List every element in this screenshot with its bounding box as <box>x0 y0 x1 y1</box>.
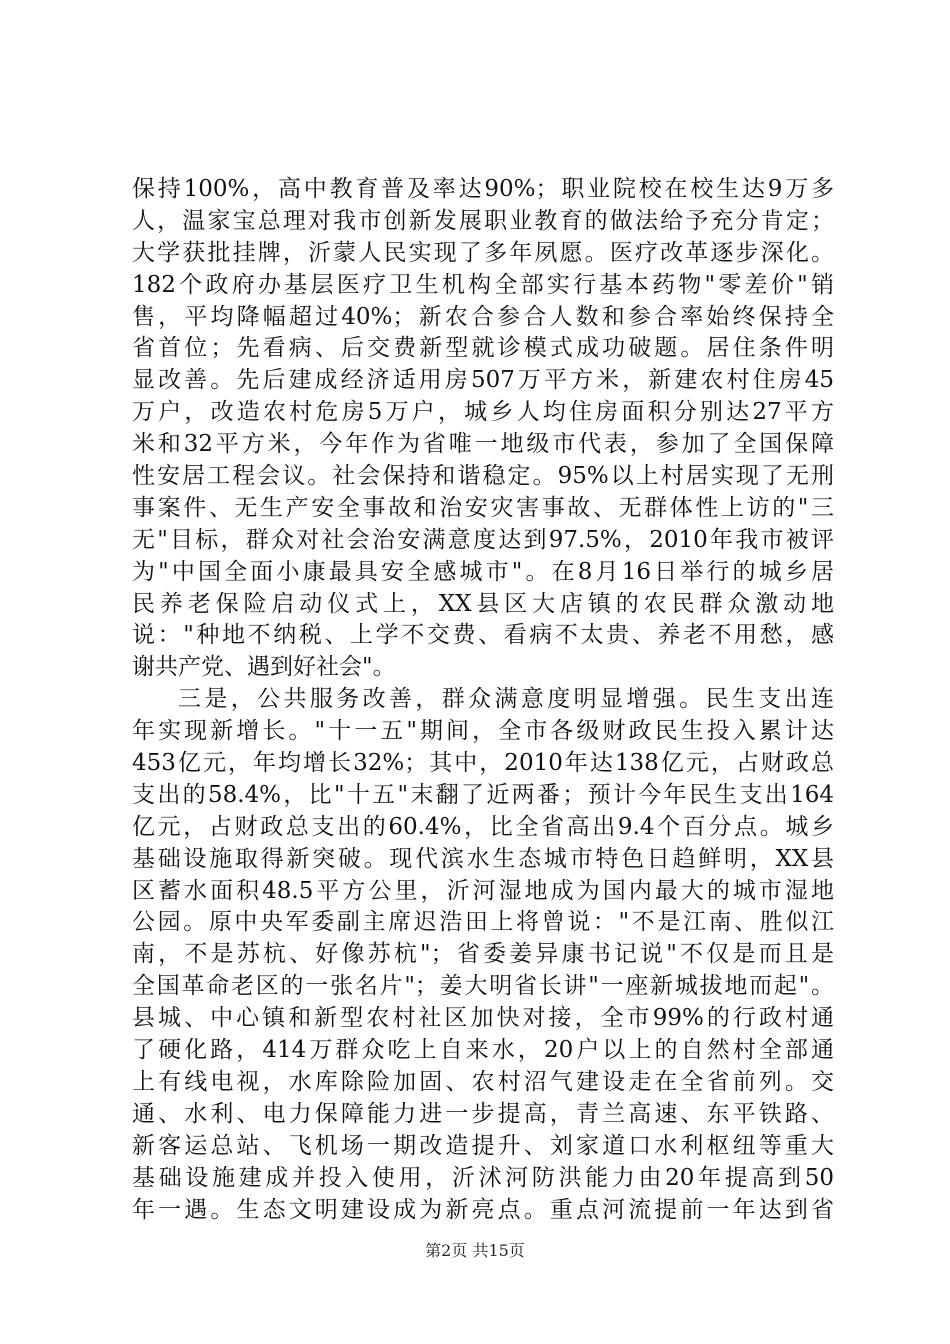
page-footer: 第2页 共15页 <box>425 1241 525 1260</box>
text-line: 公园。原中央军委副主席迟浩田上将曾说："不是江南、胜似江 <box>132 909 834 936</box>
text-line: 显改善。先后建成经济适用房507万平方米，新建农村住房45 <box>132 367 834 394</box>
text-line: 453亿元，年均增长32%；其中，2010年达138亿元，占财政总 <box>132 750 834 777</box>
text-line: 了硬化路，414万群众吃上自来水，20户以上的自然村全部通 <box>132 1037 834 1064</box>
text-line: 米和32平方米，今年作为省唯一地级市代表，参加了全国保障 <box>132 431 834 458</box>
text-line: 基础设施建成并投入使用，沂沭河防洪能力由20年提高到50 <box>132 1164 834 1191</box>
text-line: 万户，改造农村危房5万户，城乡人均住房面积分别达27平方 <box>132 399 834 426</box>
text-line: 通、水利、电力保障能力进一步提高，青兰高速、东平铁路、 <box>132 1100 834 1127</box>
text-line: 保持100%，高中教育普及率达90%；职业院校在校生达9万多 <box>132 176 834 202</box>
paragraph-start-line: 三是，公共服务改善，群众满意度明显增强。民生支出连 <box>178 686 834 713</box>
text-line: 县城、中心镇和新型农村社区加快对接，全市99%的行政村通 <box>132 1005 834 1032</box>
text-line: 基础设施取得新突破。现代滨水生态城市特色日趋鲜明，XX县 <box>132 845 834 872</box>
body-text <box>132 174 834 1226</box>
text-line: 无"目标，群众对社会治安满意度达到97.5%，2010年我市被评 <box>132 526 834 553</box>
text-line: 为"中国全面小康最具安全感城市"。在8月16日举行的城乡居 <box>132 558 834 585</box>
text-line: 大学获批挂牌，沂蒙人民实现了多年夙愿。医疗改革逐步深化。 <box>132 239 834 266</box>
text-line: 支出的58.4%，比"十五"末翻了近两番；预计今年民生支出164 <box>132 781 834 808</box>
text-line: 全国革命老区的一张名片"；姜大明省长讲"一座新城拔地而起"。 <box>132 973 834 1000</box>
text-line: 区蓄水面积48.5平方公里，沂河湿地成为国内最大的城市湿地 <box>132 877 834 904</box>
text-line: 年一遇。生态文明建设成为新亮点。重点河流提前一年达到省 <box>132 1196 834 1223</box>
text-line: 谢共产党、遇到好社会"。 <box>132 654 396 681</box>
text-line: 上有线电视，水库除险加固、农村沼气建设走在全省前列。交 <box>132 1068 834 1095</box>
text-line: 人，温家宝总理对我市创新发展职业教育的做法给予充分肯定； <box>132 207 834 234</box>
text-line: 亿元，占财政总支出的60.4%，比全省高出9.4个百分点。城乡 <box>132 813 834 840</box>
text-line: 新客运总站、飞机场一期改造提升、刘家道口水利枢纽等重大 <box>132 1132 834 1159</box>
text-line: 事案件、无生产安全事故和治安灾害事故、无群体性上访的"三 <box>132 494 834 521</box>
text-line: 省首位；先看病、后交费新型就诊模式成功破题。居住条件明 <box>132 335 834 362</box>
text-line: 182个政府办基层医疗卫生机构全部实行基本药物"零差价"销 <box>132 271 834 298</box>
text-line: 年实现新增长。"十一五"期间，全市各级财政民生投入累计达 <box>132 718 834 745</box>
text-line: 性安居工程会议。社会保持和谐稳定。95%以上村居实现了无刑 <box>132 463 834 490</box>
text-line: 民养老保险启动仪式上，XX县区大店镇的农民群众激动地 <box>132 590 834 617</box>
text-line: 南，不是苏杭、好像苏杭"；省委姜异康书记说"不仅是而且是 <box>132 941 834 968</box>
text-line: 说："种地不纳税、上学不交费、看病不太贵、养老不用愁，感 <box>132 622 834 649</box>
text-line: 售，平均降幅超过40%；新农合参合人数和参合率始终保持全 <box>132 303 834 330</box>
